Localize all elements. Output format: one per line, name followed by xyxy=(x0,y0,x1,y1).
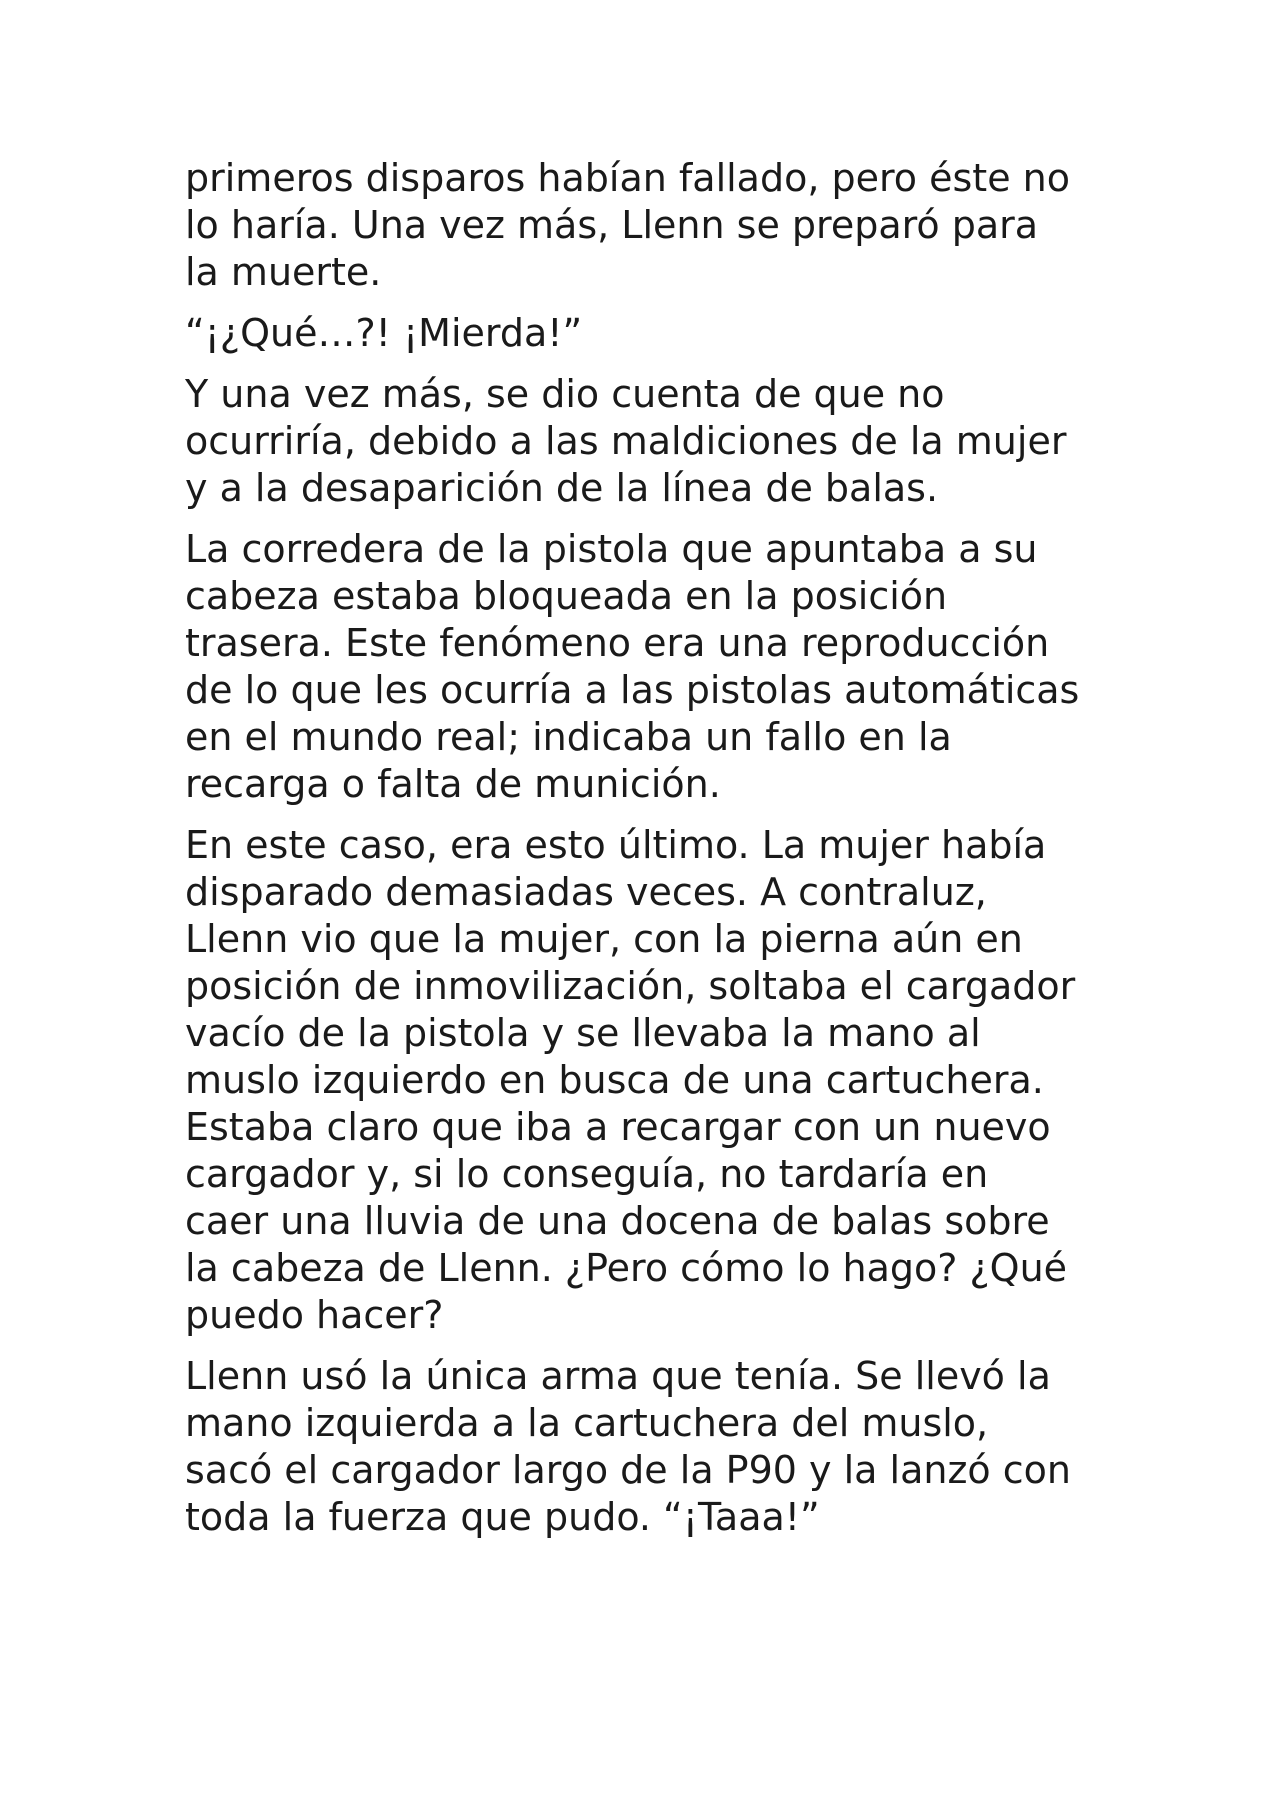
text-line: La corredera de la pistola que apuntaba a su xyxy=(185,527,1038,571)
text-line: la cabeza de Llenn. ¿Pero cómo lo hago? ¿Qué xyxy=(185,1246,1068,1290)
text-line: recarga o falta de munición. xyxy=(185,762,721,806)
text-line: mano izquierda a la cartuchera del muslo, xyxy=(185,1401,989,1445)
paragraph xyxy=(185,822,1125,1339)
text-line: muslo izquierdo en busca de una cartuchera. xyxy=(185,1058,1044,1102)
text-line: Y una vez más, se dio cuenta de que no xyxy=(185,372,945,416)
text-line: posición de inmovilización, soltaba el cargador xyxy=(185,964,1076,1008)
paragraph xyxy=(185,526,1125,808)
paragraph xyxy=(185,1353,1125,1541)
text-line: puedo hacer? xyxy=(185,1293,444,1337)
text-line: y a la desaparición de la línea de balas. xyxy=(185,466,939,510)
paragraph xyxy=(185,155,1125,296)
text-line: la muerte. xyxy=(185,250,382,294)
text-line: “¡¿Qué…?! ¡Mierda!” xyxy=(185,311,583,355)
text-line: cabeza estaba bloqueada en la posición xyxy=(185,574,948,618)
paragraph xyxy=(185,371,1125,512)
text-line: caer una lluvia de una docena de balas sobre xyxy=(185,1199,1050,1243)
text-line: trasera. Este fenómeno era una reproducción xyxy=(185,621,1050,665)
text-line: toda la fuerza que pudo. “¡Taaa!” xyxy=(185,1495,820,1539)
text-line: Llenn usó la única arma que tenía. Se llevó la xyxy=(185,1354,1051,1398)
body-text xyxy=(185,155,1125,1555)
text-line: En este caso, era esto último. La mujer había xyxy=(185,823,1047,867)
text-line: cargador y, si lo conseguía, no tardaría en xyxy=(185,1152,989,1196)
text-line: lo haría. Una vez más, Llenn se preparó para xyxy=(185,203,1039,247)
text-line: sacó el cargador largo de la P90 y la lanzó con xyxy=(185,1448,1071,1492)
text-line: disparado demasiadas veces. A contraluz, xyxy=(185,870,987,914)
text-line: Estaba claro que iba a recargar con un nuevo xyxy=(185,1105,1051,1149)
text-line: vacío de la pistola y se llevaba la mano al xyxy=(185,1011,981,1055)
paragraph xyxy=(185,310,1125,357)
text-line: en el mundo real; indicaba un fallo en la xyxy=(185,715,952,759)
text-line: ocurriría, debido a las maldiciones de la mujer xyxy=(185,419,1067,463)
text-line: de lo que les ocurría a las pistolas automáticas xyxy=(185,668,1080,712)
text-line: Llenn vio que la mujer, con la pierna aún en xyxy=(185,917,1023,961)
text-line: primeros disparos habían fallado, pero éste no xyxy=(185,156,1070,200)
